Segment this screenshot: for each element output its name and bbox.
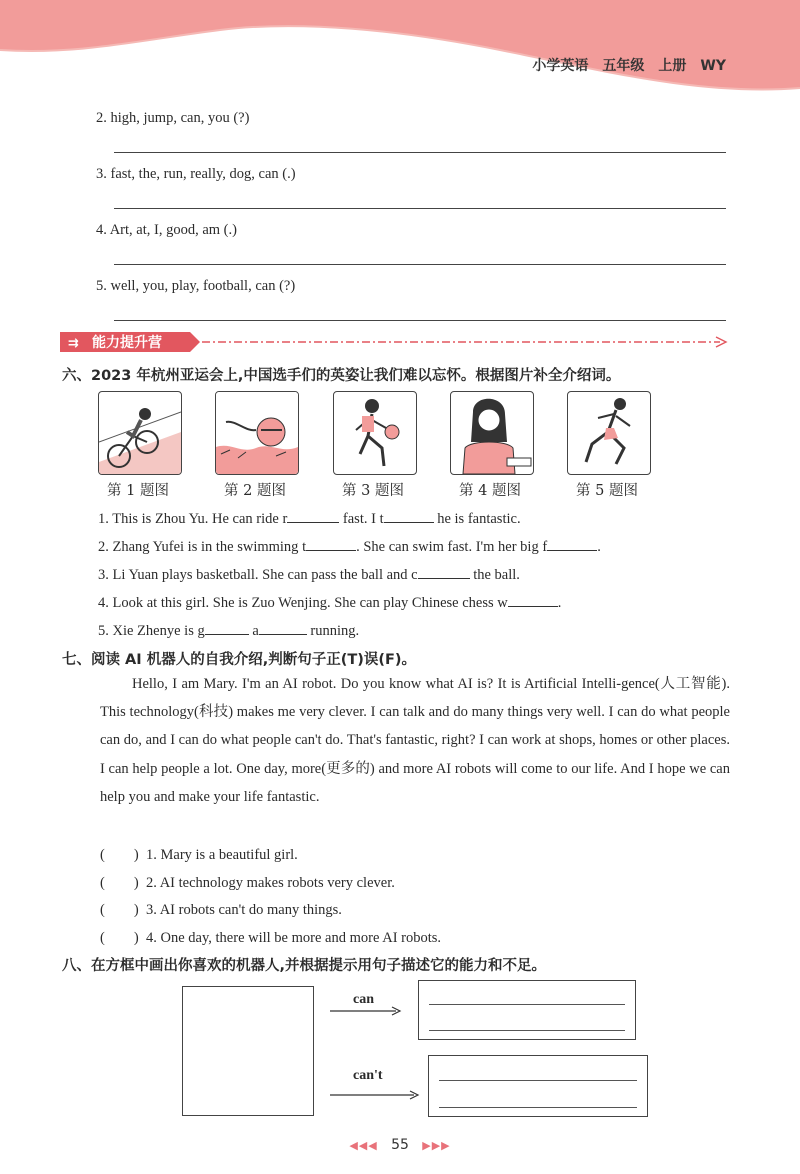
right-arrows-icon: ▶▶▶ bbox=[422, 1139, 451, 1152]
answer-parens[interactable]: ( ) bbox=[100, 875, 139, 891]
tf-item: ( ) 3. AI robots can't do many things. bbox=[100, 898, 342, 919]
chess-player-picture bbox=[450, 391, 534, 475]
reorder-item-3: 3. fast, the, run, really, dog, can (.) bbox=[96, 166, 296, 182]
header-wave-banner bbox=[0, 0, 800, 100]
picture-caption: 第 2 题图 bbox=[224, 483, 286, 499]
arrow-icon bbox=[330, 1090, 420, 1100]
answer-parens[interactable]: ( ) bbox=[100, 902, 139, 918]
cant-writing-box bbox=[428, 1055, 648, 1117]
answer-line[interactable] bbox=[114, 264, 726, 265]
blank[interactable] bbox=[287, 508, 339, 523]
blank[interactable] bbox=[205, 620, 249, 635]
picture-caption: 第 1 题图 bbox=[107, 483, 169, 499]
writing-line[interactable] bbox=[439, 1080, 637, 1081]
cyclist-picture bbox=[98, 391, 182, 475]
picture-caption: 第 5 题图 bbox=[576, 483, 638, 499]
cant-label: can't bbox=[353, 1068, 383, 1083]
writing-line[interactable] bbox=[429, 1004, 625, 1005]
blank[interactable] bbox=[547, 536, 597, 551]
blank[interactable] bbox=[384, 508, 434, 523]
writing-line[interactable] bbox=[439, 1107, 637, 1108]
tf-item: ( ) 2. AI technology makes robots very clever. bbox=[100, 871, 395, 892]
reorder-item-4: 4. Art, at, I, good, am (.) bbox=[96, 222, 237, 238]
fill-sentence-1: 1. This is Zhou Yu. He can ride r fast. I t he is fantastic. bbox=[98, 508, 521, 528]
picture-caption: 第 3 题图 bbox=[342, 483, 404, 499]
answer-line[interactable] bbox=[114, 320, 726, 321]
fill-sentence-2: 2. Zhang Yufei is in the swimming t . She can swim fast. I'm her big f . bbox=[98, 536, 601, 556]
reorder-item-5: 5. well, you, play, football, can (?) bbox=[96, 278, 296, 294]
section-7-title: 七、阅读 AI 机器人的自我介绍,判断句子正(T)误(F)。 bbox=[62, 652, 417, 668]
book-info: 小学英语 五年级 上册 WY bbox=[532, 58, 726, 74]
answer-parens[interactable]: ( ) bbox=[100, 930, 139, 946]
writing-line[interactable] bbox=[429, 1030, 625, 1031]
reading-passage: Hello, I am Mary. I'm an AI robot. Do you know what AI is? It is Artificial Intelli-gence(人工智能). This technology(科技) makes me very clever. I can talk and do many things very well. I can do what people can do, and I can do what people can't do. That's fantastic, right? I can work at shops, homes or other places. I can help people a lot. One day, more(更多的) and more AI robots will come to our life. And I hope we can help you and make your life fantastic. bbox=[100, 676, 730, 805]
page-number: ◀◀◀ 55 ▶▶▶ bbox=[349, 1137, 451, 1153]
answer-parens[interactable]: ( ) bbox=[100, 847, 139, 863]
picture-caption: 第 4 题图 bbox=[459, 483, 521, 499]
arrow-icon bbox=[330, 1006, 402, 1016]
ability-banner bbox=[60, 330, 730, 354]
svg-text:⇉: ⇉ bbox=[68, 336, 79, 351]
blank[interactable] bbox=[306, 536, 356, 551]
runner-picture bbox=[567, 391, 651, 475]
fill-sentence-3: 3. Li Yuan plays basketball. She can pass the ball and c the ball. bbox=[98, 564, 520, 584]
fill-sentence-5: 5. Xie Zhenye is g a running. bbox=[98, 620, 359, 640]
blank[interactable] bbox=[259, 620, 307, 635]
section-8-title: 八、在方框中画出你喜欢的机器人,并根据提示用句子描述它的能力和不足。 bbox=[62, 958, 547, 974]
can-writing-box bbox=[418, 980, 636, 1040]
basketball-picture bbox=[333, 391, 417, 475]
blank[interactable] bbox=[508, 592, 558, 607]
reorder-item-2: 2. high, jump, can, you (?) bbox=[96, 110, 250, 126]
swimmer-picture bbox=[215, 391, 299, 475]
answer-line[interactable] bbox=[114, 152, 726, 153]
fill-sentence-4: 4. Look at this girl. She is Zuo Wenjing. She can play Chinese chess w . bbox=[98, 592, 561, 612]
answer-line[interactable] bbox=[114, 208, 726, 209]
tf-item: ( ) 1. Mary is a beautiful girl. bbox=[100, 843, 298, 864]
banner-label: 能力提升营 bbox=[92, 335, 162, 351]
can-label: can bbox=[353, 992, 374, 1007]
blank[interactable] bbox=[418, 564, 470, 579]
drawing-box[interactable] bbox=[182, 986, 314, 1116]
section-6-title: 六、2023 年杭州亚运会上,中国选手们的英姿让我们难以忘怀。根据图片补全介绍词。 bbox=[62, 368, 621, 384]
tf-item: ( ) 4. One day, there will be more and more AI robots. bbox=[100, 926, 441, 947]
left-arrows-icon: ◀◀◀ bbox=[349, 1139, 378, 1152]
